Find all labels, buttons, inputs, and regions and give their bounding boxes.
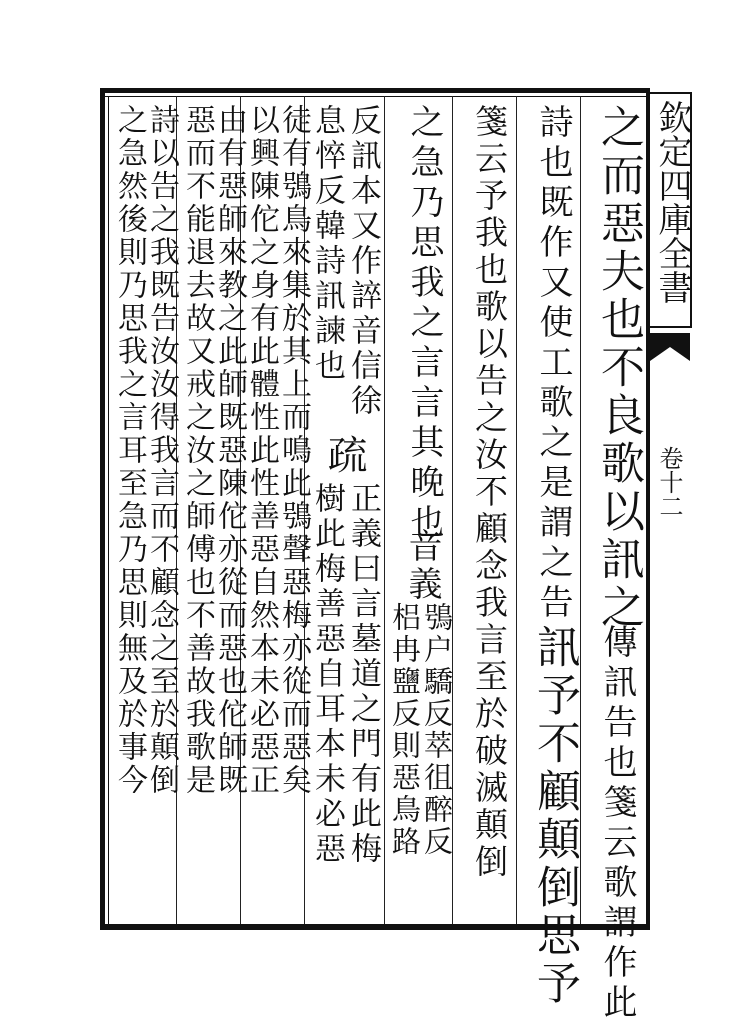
text-column-1: [584, 104, 650, 1024]
margin-title-block: [650, 92, 692, 328]
frame-left-border: [100, 88, 105, 930]
fishtail-mark-icon: [650, 333, 690, 361]
sub-note-right: 反訊本又作誶音信徐: [345, 104, 381, 419]
text-column-2: [520, 104, 586, 1008]
text-column-3: [456, 104, 522, 922]
margin-volume-label: 卷十二: [655, 446, 683, 518]
sub-note-left: 梠冉鹽反則惡鳥路: [388, 602, 422, 858]
sub-note-left: 樹此梅善惡自耳本未必惡: [309, 482, 345, 867]
yinyi-marker: 音義: [402, 528, 442, 604]
text-column-8: [112, 104, 178, 922]
main-text: 訊予不顧顛倒思予: [529, 624, 580, 1008]
margin-book-title: 欽定四庫全書: [652, 100, 692, 304]
text-column-6: [244, 104, 310, 922]
commentary-text: 之急乃思我之言言其晚也: [404, 104, 444, 544]
main-text: 之而惡夫也不良歌以訊之: [593, 104, 644, 632]
column-divider: [384, 96, 385, 924]
sub-note-left: 之急然後則乃思我之言耳至急乃思則無及於事今: [112, 104, 147, 797]
shu-marker: 疏: [321, 434, 367, 480]
sub-note-right: 詩以告之我既告汝汝得我言而不顧念之至於顛倒: [144, 104, 179, 797]
sub-note-left: 惡而不能退去故又戒之汝之師傅也不善故我歌是: [180, 104, 215, 797]
text-column-4: [388, 104, 454, 922]
sub-note-right: 正義曰言墓道之門有此梅: [345, 482, 381, 867]
frame-top-inner-border: [102, 96, 650, 97]
frame-left-inner-border: [108, 96, 109, 924]
sub-note-left: 息悴反韓詩訊諫也: [309, 104, 345, 384]
sub-note-left: 以興陳佗之身有此體性此性善惡自然本未必惡正: [244, 104, 279, 797]
sub-note-right: 徒有鴞鳥來集於其上而鳴此鴞聲惡梅亦從而惡矣: [276, 104, 311, 797]
commentary-text: 詩也既作又使工歌之是謂之告: [533, 104, 573, 624]
commentary-text: 傳訊告也箋云歌謂作此: [597, 624, 637, 1024]
sub-note-right: 鴞户驕反萃徂醉反: [420, 602, 454, 858]
text-column-7: [180, 104, 246, 922]
text-column-5: [308, 104, 381, 922]
sub-note-right: 由有惡師來教之此師既惡陳佗亦從而惡也佗師既: [212, 104, 247, 797]
frame-top-border: [102, 88, 650, 93]
commentary-text: 箋云予我也歌以告之汝不顧念我言至於破滅顛倒: [470, 104, 509, 881]
